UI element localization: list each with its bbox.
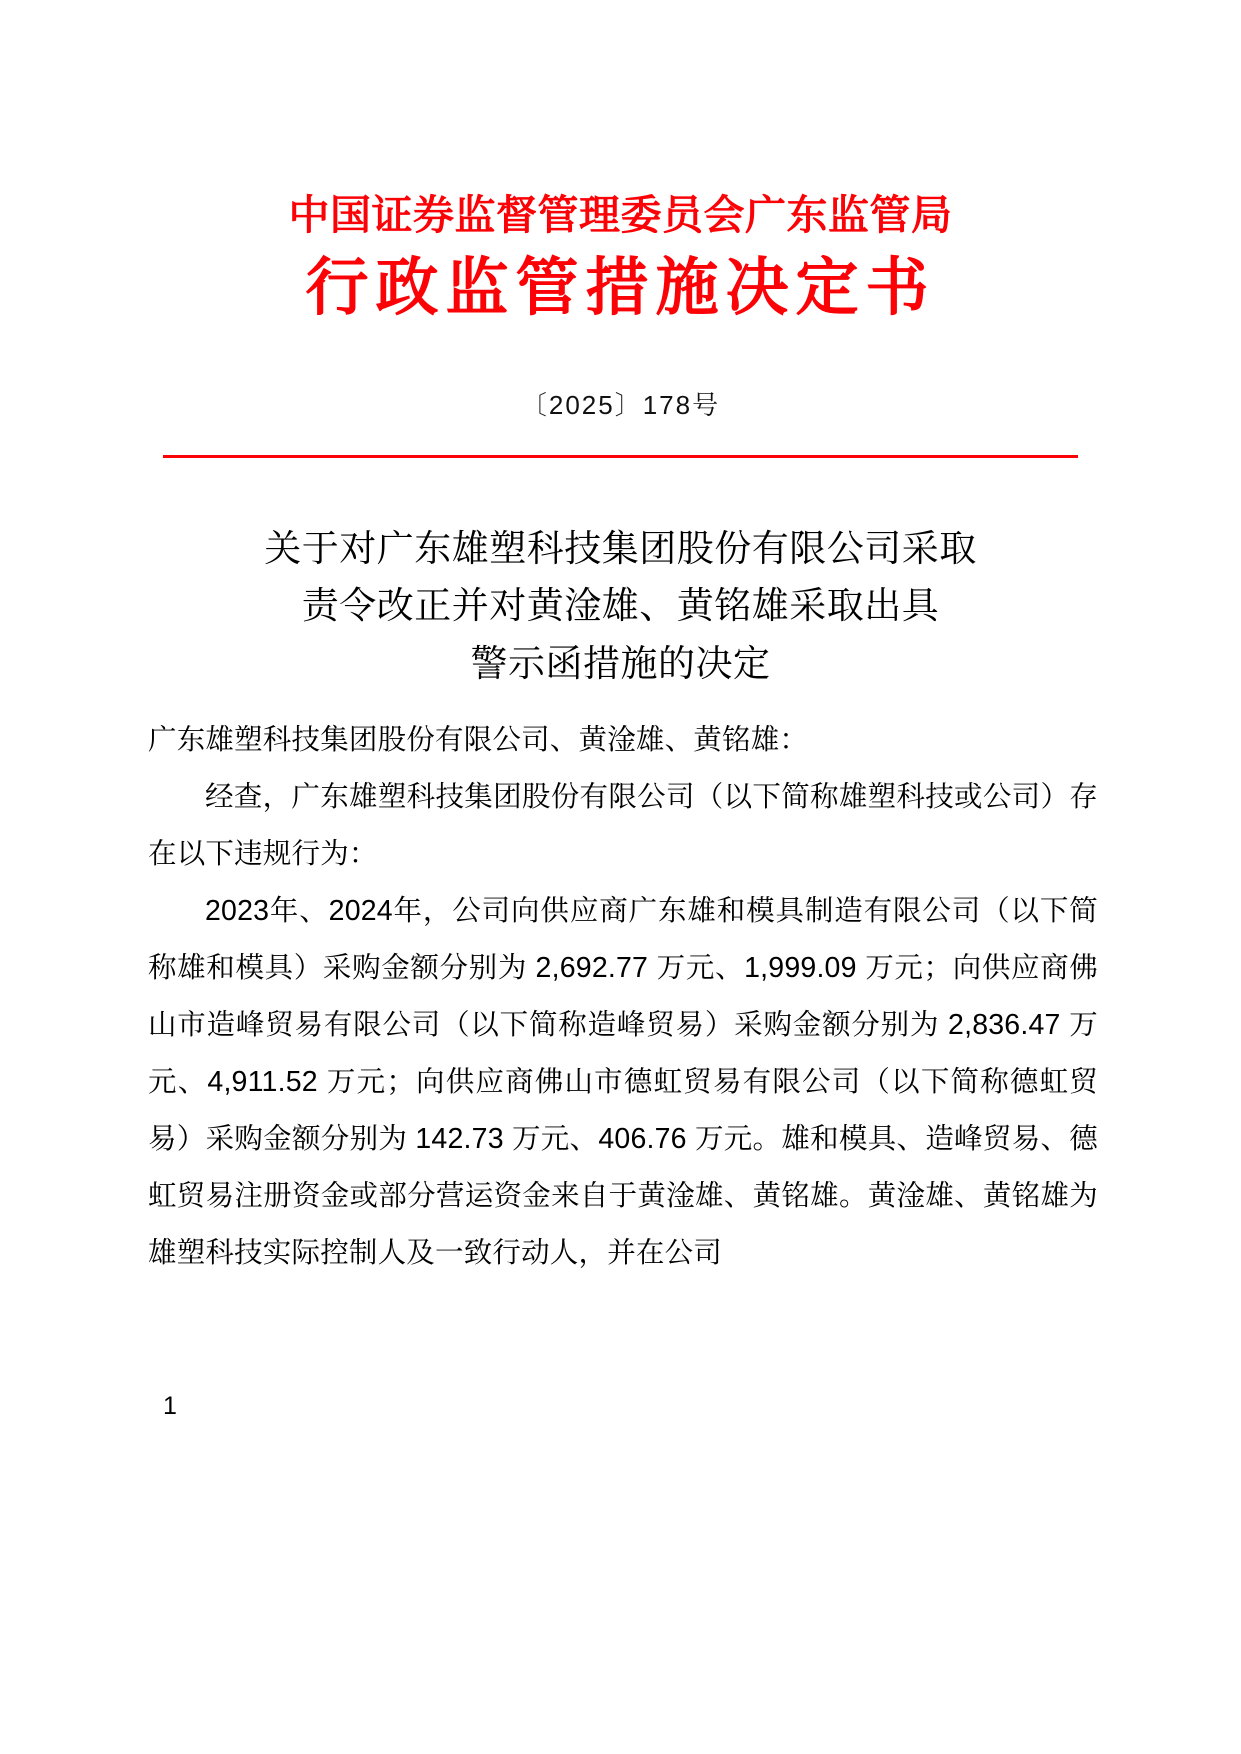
document-body (148, 712, 1098, 1282)
body-paragraph-1: 经查，广东雄塑科技集团股份有限公司（以下简称雄塑科技或公司）存在以下违规行为： (148, 781, 1098, 870)
page-title (163, 520, 1078, 692)
body-paragraph-2: 2023年、2024年，公司向供应商广东雄和模具制造有限公司（以下简称雄和模具）采购金额分别为 2,692.77 万元、1,999.09 万元；向供应商佛山市造峰贸易有限公司（以下简称造峰贸易）采购金额分别为 2,836.47 万元、4,911.52 万元；向供应商佛山市德虹贸易有限公司（以下简称德虹贸易）采购金额分别为 142.73 万元、406.76 万元。雄和模具、造峰贸易、德虹贸易注册资金或部分营运资金来自于黄淦雄、黄铭雄。黄淦雄、黄铭雄为雄塑科技实际控制人及一致行动人，并在公司 (148, 895, 1098, 1269)
issuing-authority: 中国证券监督管理委员会广东监管局 (288, 192, 953, 238)
page-title-line-2: 责令改正并对黄淦雄、黄铭雄采取出具 (301, 585, 940, 627)
page-number: 1 (163, 1392, 177, 1420)
salutation-paragraph: 广东雄塑科技集团股份有限公司、黄淦雄、黄铭雄： (148, 724, 809, 756)
document-number: 〔2025〕178号 (520, 390, 721, 420)
page-title-line-3: 警示函措施的决定 (470, 642, 771, 684)
red-divider-rule (163, 455, 1078, 458)
masthead (0, 192, 1241, 328)
page-title-line-1: 关于对广东雄塑科技集团股份有限公司采取 (264, 528, 977, 569)
document-type-heading: 行政监管措施决定书 (305, 253, 936, 324)
